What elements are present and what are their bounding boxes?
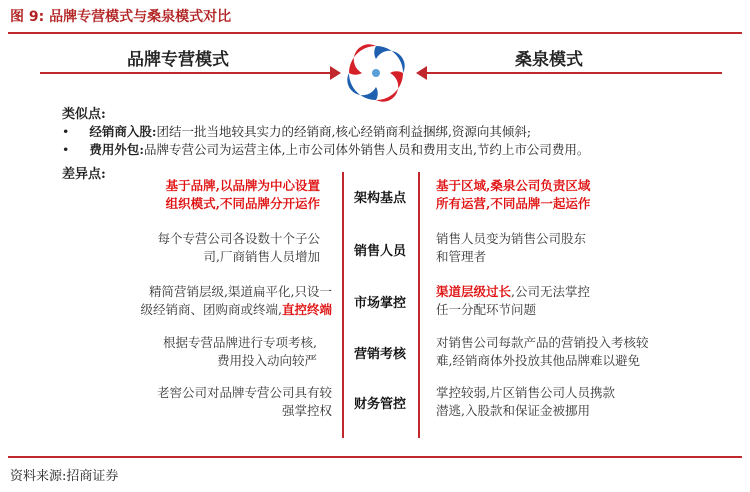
left-description: 精简营销层级,渠道扁平化,只设一 级经销商、团购商或终端,直控终端 xyxy=(140,284,332,317)
source-note: 资料来源:招商证券 xyxy=(10,469,119,484)
differences-heading: 差异点: xyxy=(62,167,106,182)
right-description: 对销售公司每款产品的营销投入考核较 难,经销商体外投放其他品牌难以避免 xyxy=(436,335,649,368)
right-arrow-line xyxy=(426,72,722,74)
bottom-divider xyxy=(8,456,742,458)
left-model-label: 品牌专营模式 xyxy=(127,50,229,70)
category-label: 架构基点 xyxy=(353,191,406,206)
top-divider xyxy=(8,32,742,34)
similarity-item xyxy=(62,140,589,158)
left-description: 老窖公司对品牌专营公司具有较 强掌控权 xyxy=(156,385,332,418)
category-label: 市场掌控 xyxy=(353,296,406,311)
similarities-heading: 类似点: xyxy=(62,107,106,122)
left-arrow-line xyxy=(40,72,332,74)
similarity-item xyxy=(62,122,531,140)
similarity-text: 团结一批当地较具实力的经销商,核心经销商利益捆绑,资源向其倾斜; xyxy=(156,124,532,139)
left-description: 根据专营品牌进行专项考核, 费用投入动向较严 xyxy=(163,335,317,368)
right-description: 渠道层级过长,公司无法掌控 任一分配环节问题 xyxy=(436,284,590,317)
right-pointing-arrow-icon xyxy=(330,66,341,80)
similarity-label: 经销商入股: xyxy=(89,124,157,139)
similarity-label: 费用外包: xyxy=(89,142,144,157)
left-description: 每个专营公司各设数十个子公 司,厂商销售人员增加 xyxy=(157,231,320,264)
right-column-divider xyxy=(418,172,420,438)
category-label: 财务管控 xyxy=(353,397,406,412)
left-pointing-arrow-icon xyxy=(416,66,427,80)
circular-swirl-logo-icon xyxy=(345,42,407,104)
category-label: 营销考核 xyxy=(353,347,406,362)
right-description: 掌控较弱,片区销售公司人员携款 潜逃,入股款和保证金被挪用 xyxy=(436,385,615,418)
category-label: 销售人员 xyxy=(353,244,406,259)
figure-title: 图 9: 品牌专营模式与桑泉模式对比 xyxy=(10,9,232,25)
similarity-text: 品牌专营公司为运营主体,上市公司体外销售人员和费用支出,节约上市公司费用。 xyxy=(143,142,590,157)
bullet-icon: • xyxy=(62,124,70,139)
bullet-icon: • xyxy=(62,142,70,157)
right-description: 基于区域,桑泉公司负责区域 所有运营,不同品牌一起运作 xyxy=(436,178,591,211)
right-description: 销售人员变为销售公司股东 和管理者 xyxy=(436,231,587,264)
left-description: 基于品牌,以品牌为中心设置 组织模式,不同品牌分开运作 xyxy=(165,178,320,211)
left-column-divider xyxy=(342,172,344,438)
right-model-label: 桑泉模式 xyxy=(515,50,583,70)
